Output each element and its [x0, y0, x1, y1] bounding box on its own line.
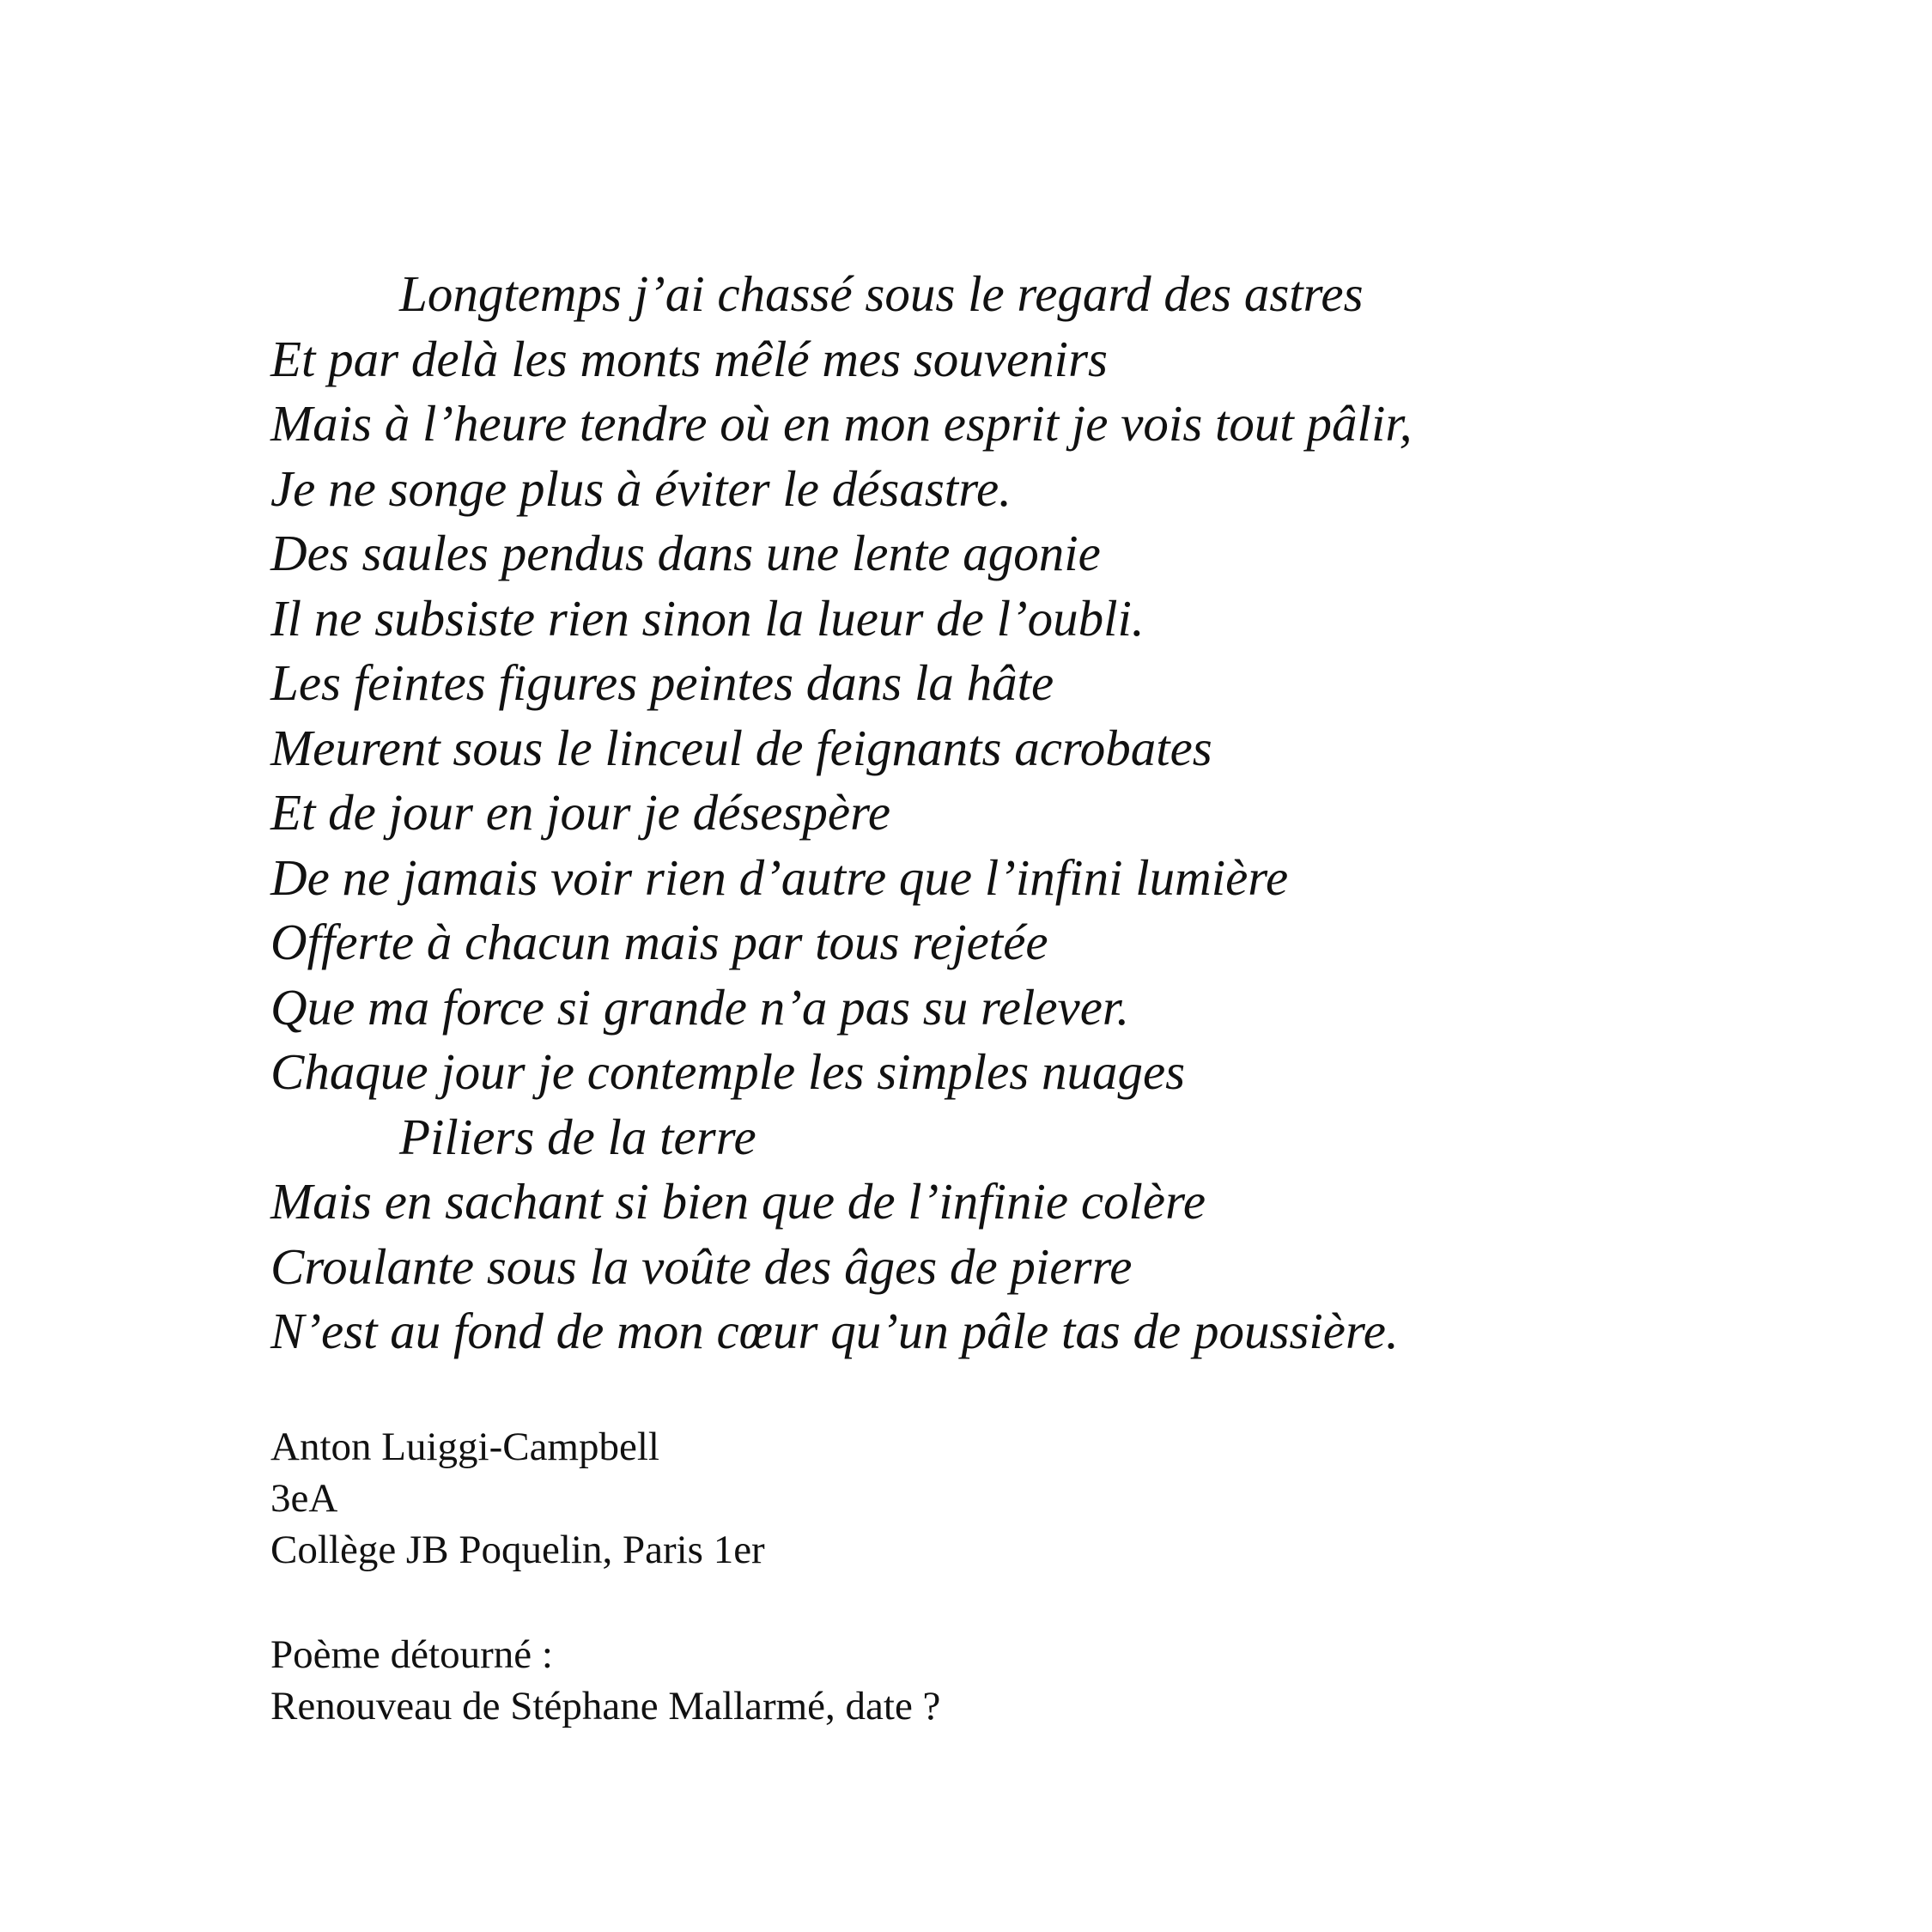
poem-line: Je ne songe plus à éviter le désastre.: [270, 459, 1012, 517]
source-note: [270, 1629, 1558, 1732]
author-name: Anton Luiggi-Campbell: [270, 1425, 659, 1469]
poem-line: N’est au fond de mon cœur qu’un pâle tas de poussière.: [270, 1303, 1399, 1359]
poem-line: Il ne subsiste rien sinon la lueur de l’oubli.: [270, 589, 1145, 647]
poem-line: Et par delà les monts mêlé mes souvenirs: [270, 330, 1108, 387]
source-reference: Renouveau de Stéphane Mallarmé, date ?: [270, 1684, 941, 1728]
poem-line: Longtemps j’ai chassé sous le regard des astres: [399, 265, 1364, 322]
source-label: Poème détourné :: [270, 1632, 553, 1677]
poem-line: De ne jamais voir rien d’autre que l’infini lumière: [270, 848, 1289, 906]
poem-line: Meurent sous le linceul de feignants acrobates: [270, 719, 1212, 776]
author-signature: [270, 1421, 1558, 1576]
poem-line: Des saules pendus dans une lente agonie: [270, 525, 1101, 581]
poem-line: Piliers de la terre: [399, 1108, 756, 1165]
poem-line: Mais à l’heure tendre où en mon esprit je vois tout pâlir,: [270, 395, 1413, 452]
author-school: Collège JB Poquelin, Paris 1er: [270, 1528, 765, 1572]
poem-line: Offerte à chacun mais par tous rejetée: [270, 914, 1048, 970]
poem-line: Que ma force si grande n’a pas su relever.: [270, 978, 1130, 1036]
poem-line: Les feintes figures peintes dans la hâte: [270, 654, 1054, 711]
poem-line: Et de jour en jour je désespère: [270, 784, 891, 841]
poem: [270, 262, 1816, 1364]
poem-line: Mais en sachant si bien que de l’infinie colère: [270, 1173, 1206, 1230]
author-class: 3eA: [270, 1476, 338, 1521]
poem-line: Croulante sous la voûte des âges de pierre: [270, 1237, 1133, 1295]
poem-line: Chaque jour je contemple les simples nuages: [270, 1043, 1186, 1100]
